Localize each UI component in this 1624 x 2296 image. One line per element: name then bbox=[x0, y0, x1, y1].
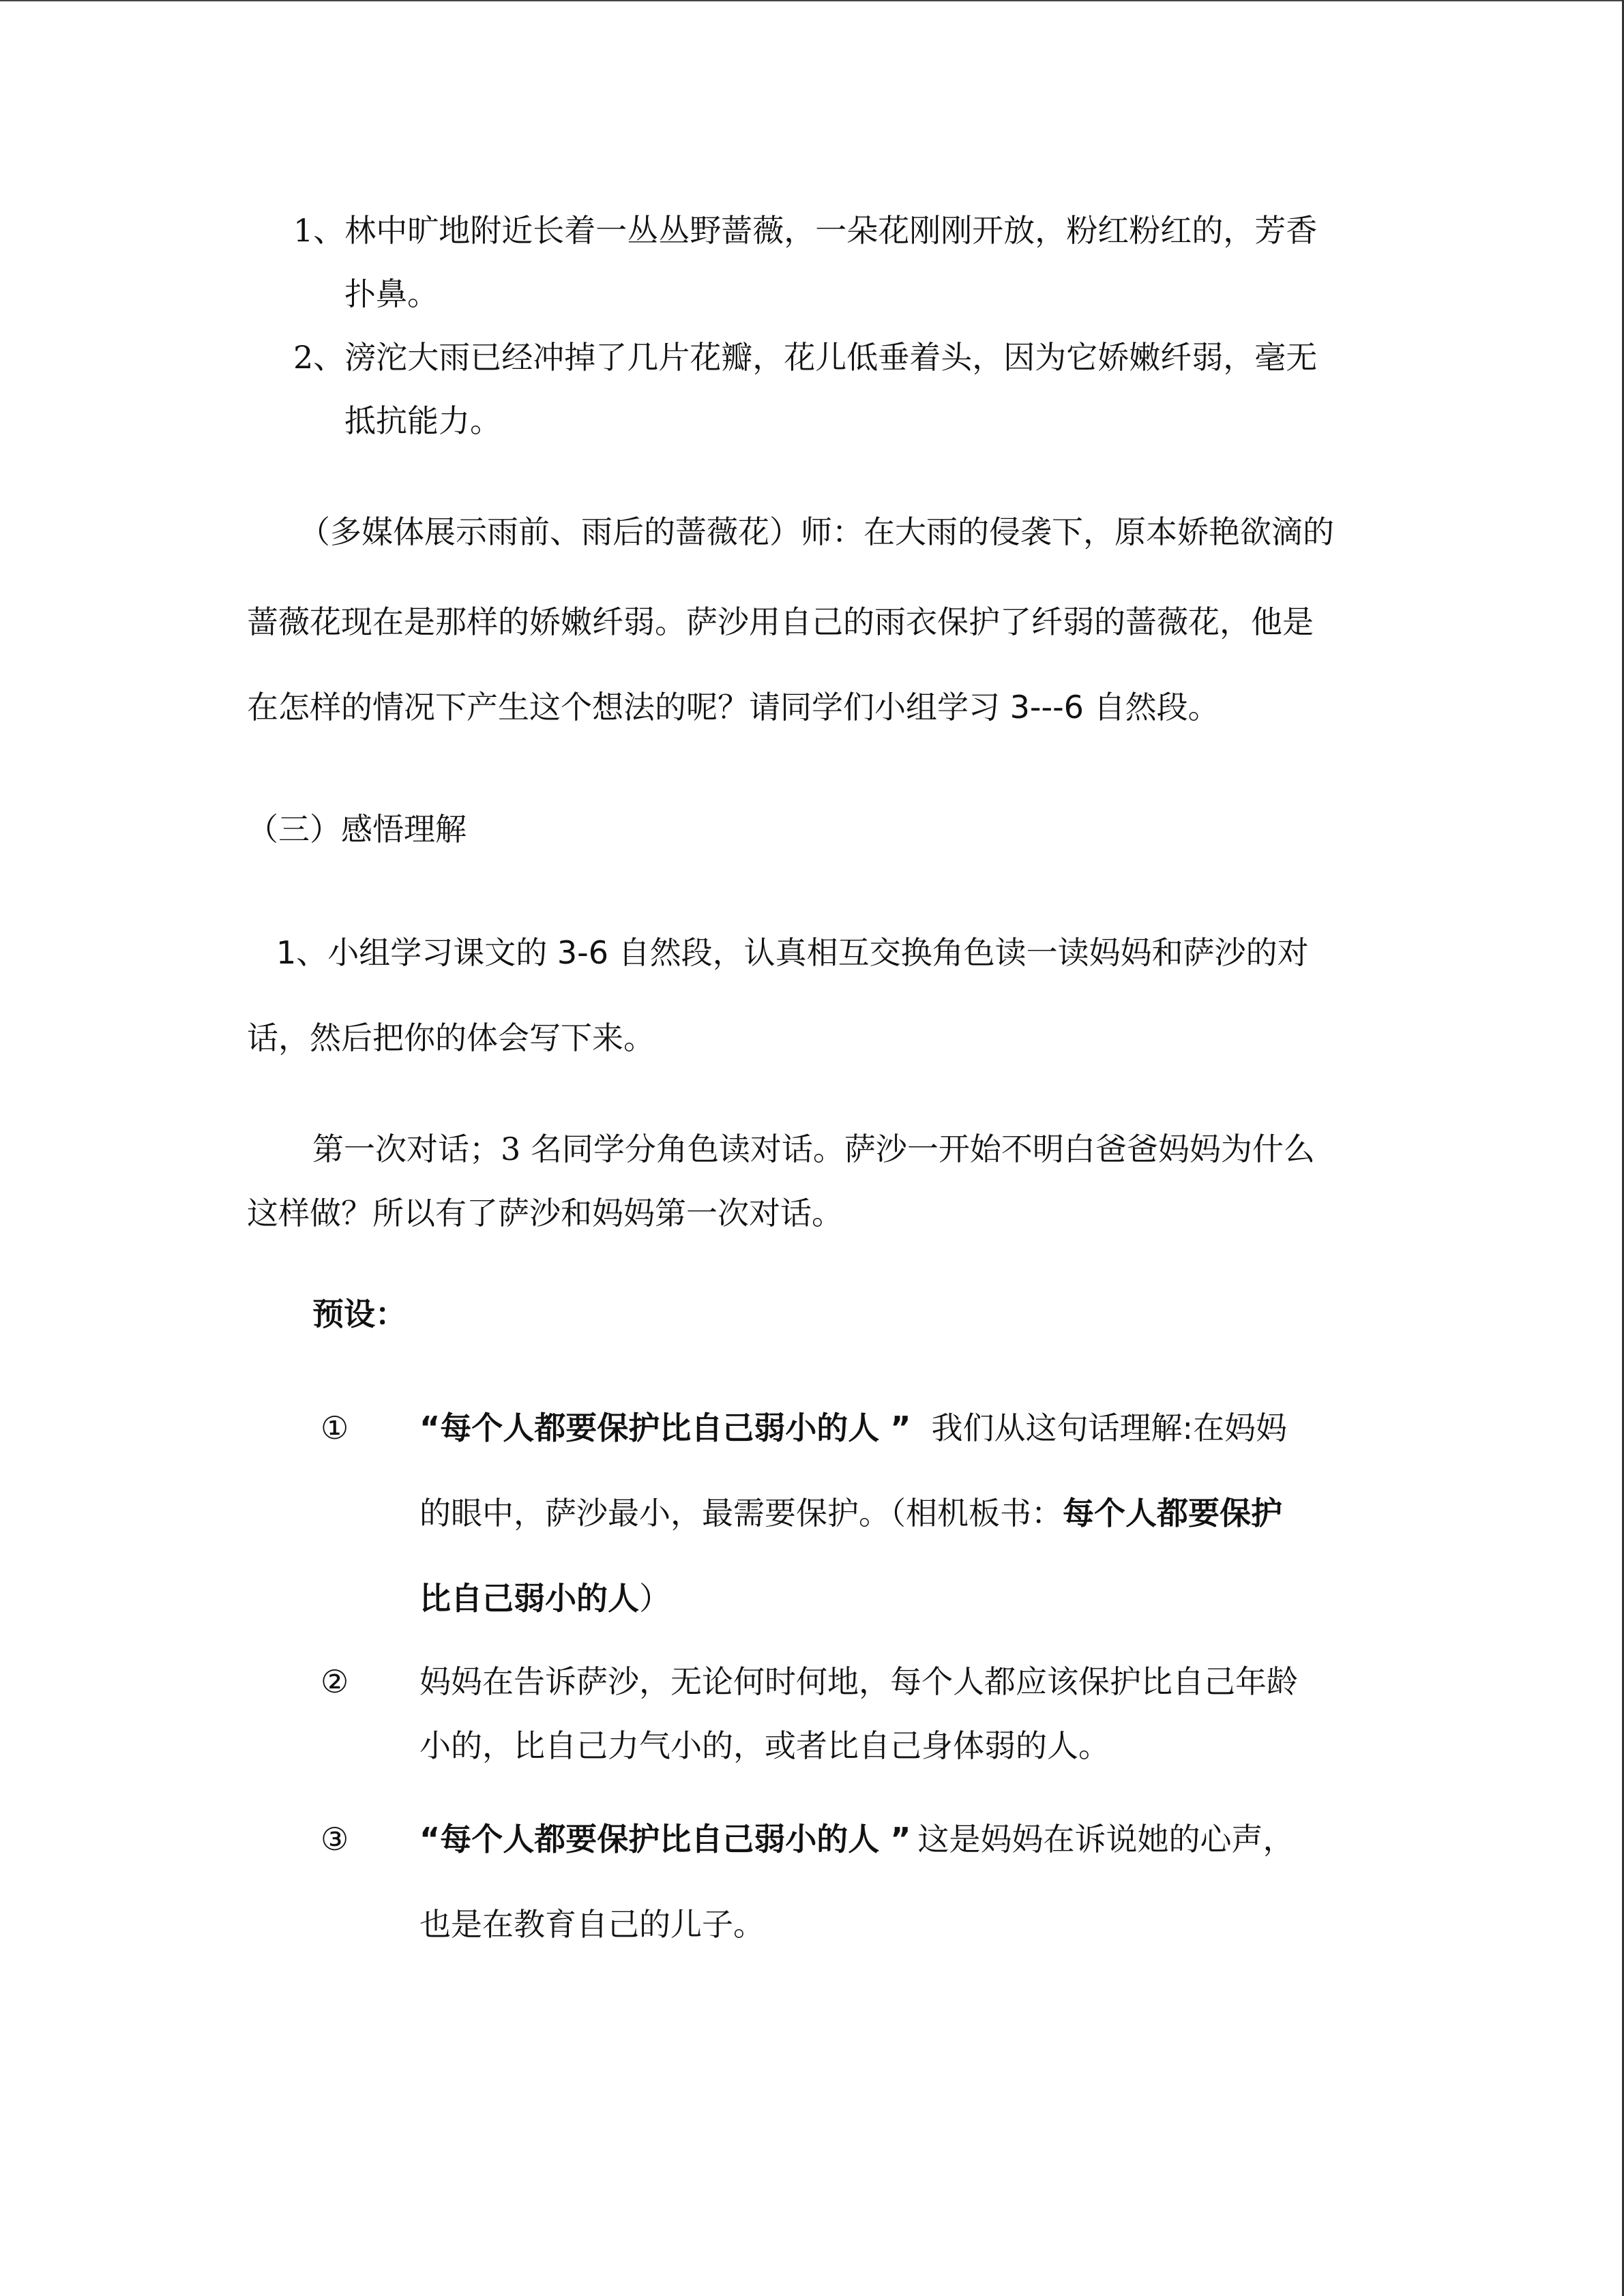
preset-label: 预设： bbox=[312, 1296, 407, 1332]
preset-3-line-1-rest: 这是妈妈在诉说她的心声， bbox=[917, 1821, 1295, 1858]
preset-2-marker: ② bbox=[321, 1663, 349, 1700]
paragraph-1-line-2-plain: 蔷薇花现在是那样的娇嫩纤弱。 bbox=[247, 603, 686, 640]
preset-3-marker: ③ bbox=[321, 1821, 349, 1858]
preset-1-line-3-bold: 比自己弱小的人 bbox=[419, 1580, 639, 1617]
preset-1-line-1 bbox=[419, 1407, 1287, 1448]
preset-1-line-2-plain: 的眼中，萨沙最小，最需要保护。（相机板书： bbox=[419, 1495, 1063, 1532]
preset-1-line-3-tail: ） bbox=[639, 1580, 670, 1617]
preset-2-line-1: 妈妈在告诉萨沙，无论何时何地，每个人都应该保护比自己年龄 bbox=[419, 1663, 1298, 1700]
preset-2-line-2: 小的，比自己力气小的，或者比自己身体弱的人。 bbox=[419, 1727, 1110, 1764]
preset-3-quote: “每个人都要保护比自己弱小的人 ” bbox=[419, 1821, 911, 1858]
list-item-1-line-1: 1、林中旷地附近长着一丛丛野蔷薇，一朵花刚刚开放，粉红粉红的，芳香 bbox=[293, 212, 1318, 249]
paragraph-1-line-2-sans: 萨沙用自己的雨衣保护了纤弱的蔷薇花，他是 bbox=[686, 603, 1314, 640]
preset-1-quote: “每个人都要保护比自己弱小的人 ” bbox=[419, 1410, 911, 1446]
list-item-2-line-2: 抵抗能力。 bbox=[344, 402, 501, 439]
preset-1-line-2 bbox=[419, 1493, 1282, 1534]
list-item-1-line-2: 扑鼻。 bbox=[344, 275, 439, 312]
list-item-2-line-1: 2、滂沱大雨已经冲掉了几片花瓣，花儿低垂着头，因为它娇嫩纤弱，毫无 bbox=[293, 339, 1318, 376]
paragraph-1-line-2 bbox=[247, 601, 1314, 642]
section-heading: （三）感悟理解 bbox=[247, 811, 467, 848]
task-1-line-1: 1、小组学习课文的 3-6 自然段，认真相互交换角色读一读妈妈和萨沙的对 bbox=[276, 934, 1309, 971]
page-top-border bbox=[0, 0, 1624, 1]
dialogue-1-line-1: 第一次对话；3 名同学分角色读对话。萨沙一开始不明白爸爸妈妈为什么 bbox=[312, 1131, 1315, 1167]
preset-3-line-1 bbox=[419, 1819, 1294, 1860]
preset-3-line-2: 也是在教育自己的儿子。 bbox=[419, 1906, 765, 1943]
task-1-line-2: 话，然后把你的体会写下来。 bbox=[247, 1019, 655, 1056]
preset-1-marker: ① bbox=[321, 1410, 349, 1446]
dialogue-1-line-2: 这样做？所以有了萨沙和妈妈第一次对话。 bbox=[247, 1195, 843, 1232]
preset-1-line-1-rest: 我们从这句话理解:在妈妈 bbox=[931, 1410, 1287, 1446]
preset-1-line-2-bold: 每个人都要保护 bbox=[1063, 1495, 1282, 1532]
paragraph-1-line-3: 在怎样的情况下产生这个想法的呢？请同学们小组学习 3---6 自然段。 bbox=[247, 689, 1220, 726]
preset-1-line-3 bbox=[419, 1578, 670, 1619]
paragraph-1-line-1: （多媒体展示雨前、雨后的蔷薇花）师：在大雨的侵袭下，原本娇艳欲滴的 bbox=[299, 513, 1334, 550]
